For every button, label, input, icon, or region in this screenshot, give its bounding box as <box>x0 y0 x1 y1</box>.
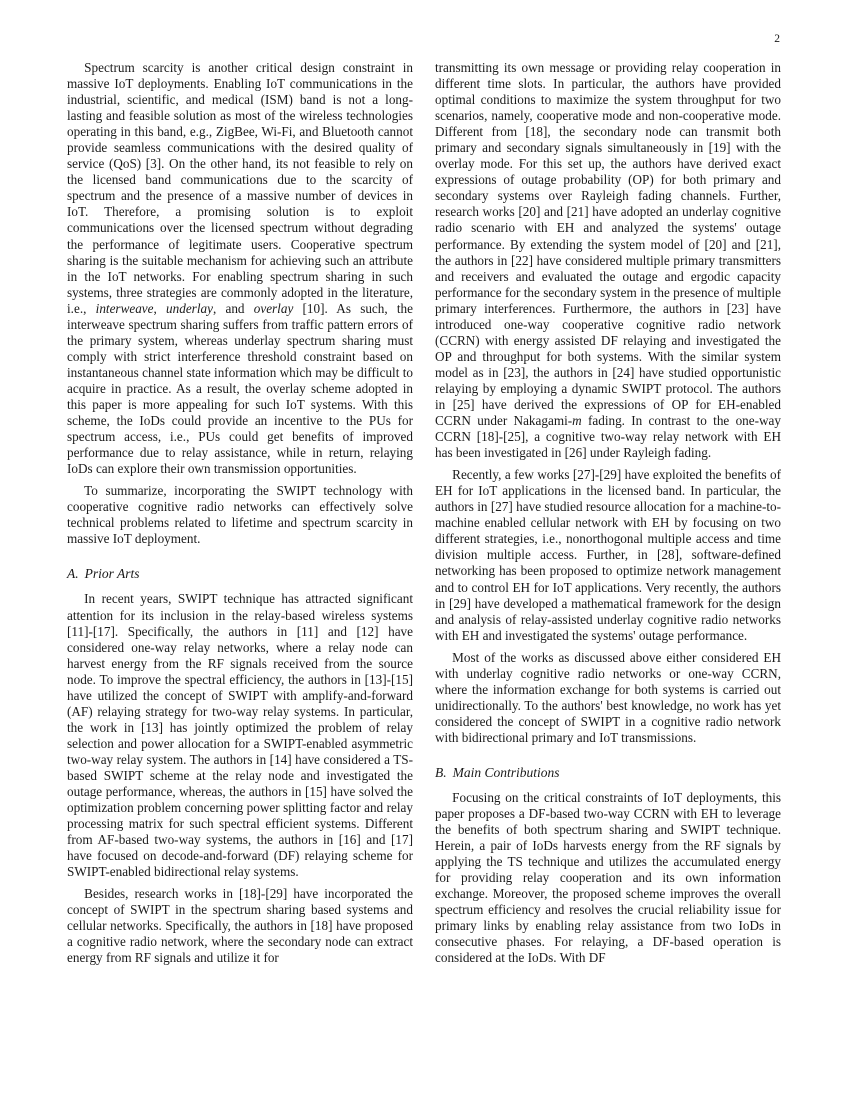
paragraph-gap: Most of the works as discussed above either considered EH with underlay cognitive radio networks or one-way CCRN, where the information exchange for both systems is carried out unidirectionally. To the authors' best knowledge, no work has yet considered the concept of SWIPT in a cognitive radio network with bidirectional primary and IoT transmissions. <box>435 649 781 745</box>
left-column <box>67 60 413 973</box>
paragraph-spectrum-scarcity: Spectrum scarcity is another critical design constraint in massive IoT deployments. Enabling IoT communications in the industrial, scientific, and medical (ISM) band is not a long-lasting and feasible solution as most of the wireless technologies operating in this band, e.g., ZigBee, Wi-Fi, and Bluetooth cannot provide seamless communications with the desired quality of service (QoS) [3]. On the other hand, its not feasible to rely on the licensed band communications due to the scarcity of spectrum and the presence of a massive number of devices in IoT. Therefore, a promising solution is to exploit communications over the licensed spectrum without degrading the performance of legitimate users. Cooperative spectrum sharing is the suitable mechanism for achieving such an attribute in the IoT networks. For enabling spectrum sharing in such systems, three strategies are commonly adopted in the literature, i.e., interweave, underlay, and overlay [10]. As such, the interweave spectrum sharing suffers from traffic pattern errors of the primary system, whereas underlay spectrum sharing must comply with strict interference threshold constraint based on instantaneous channel state information which may be difficult to acquire in practice. As a result, the overlay scheme adopted in this paper is more appealing for such IoT systems. With this scheme, the IoDs could provide an incentive to the PUs for spectrum access, i.e., PUs could get benefits of improved performance due to relay assistance, while in return, relaying IoDs can explore their own transmission opportunities. <box>67 60 414 477</box>
paragraph-spectrum-sharing-works: Besides, research works in [18]-[29] have incorporated the concept of SWIPT in the spectrum sharing based systems and cellular networks. Specifically, the authors in [18] have proposed a cognitive radio network, where the secondary node can extract energy from RF signals and utilize it for <box>67 886 413 966</box>
paragraph-swipt-relay: In recent years, SWIPT technique has attracted significant attention for its inclusion in the relay-based wireless systems [11]-[17]. Specifically, the authors in [11] and [12] have considered one-way relay networks, where a relay node can harvest energy from the RF signals received from the source node. To improve the spectral efficiency, the authors in [13]-[15] have utilized the concept of SWIPT with amplify-and-forward (AF) relaying strategy for two-way relay systems. In particular, the work in [13] has jointly optimized the problem of relay selection and power allocation for a SWIPT-enabled asymmetric two-way relay system. The authors in [14] have considered a TS-based SWIPT scheme at the relay node and investigated the outage performance, whereas, the authors in [15] have solved the optimization problem concerning power splitting factor and relay processing matrix for such spectral efficient systems. Different from AF-based two-way systems, the authors in [16] and [17] have focused on decode-and-forward (DF) relaying scheme for SWIPT-enabled bidirectional relay systems. <box>67 591 413 880</box>
paragraph-eh-iot: Recently, a few works [27]-[29] have exploited the benefits of EH for IoT applications in the licensed band. In particular, the authors in [27] have studied resource allocation for a machine-to-machine enabled cellular network with EH by focusing on two different strategies, i.e., nonorthogonal multiple access and time division multiple access. Further, in [28], software-defined networking has been proposed to optimize network management and to control EH for IoT applications. Very recently, the authors in [29] have developed a mathematical framework for the design and analysis of relay-assisted underlay cognitive radio networks with EH and investigated the systems' outage performance. <box>435 467 781 643</box>
paragraph-continuation: transmitting its own message or providing relay cooperation in different time slots. In particular, the authors have provided optimal conditions to maximize the system throughput for two scenarios, namely, cooperative mode and non-cooperative mode. Different from [18], the secondary node can transmit both primary and secondary signals simultaneously in [19] with the overlay mode. For this set up, the authors have derived exact expressions of outage probability (OP) for both primary and secondary systems over Rayleigh fading channels. Further, research works [20] and [21] have adopted an underlay cognitive radio scenario with EH and analyzed the systems' outage performance. By extending the system model of [20] and [21], the authors in [22] have considered multiple primary transmitters and receivers and evaluated the outage and ergodic capacity performance for the secondary system in the presence of multiple primary interferences. Furthermore, the authors in [23] have introduced one-way cooperative cognitive radio network (CCRN) with energy assisted DF relaying and investigated the OP and throughput for both systems. With the similar system model as in [23], the authors in [24] have studied opportunistic relaying by employing a dynamic SWIPT protocol. The authors in [25] have derived the expressions of OP for EH-enabled CCRN under Nakagami-m fading. In contrast to the one-way CCRN [18]-[25], a cognitive two-way relay network with EH has been investigated in [26] under Rayleigh fading. <box>435 60 781 461</box>
page-number: 2 <box>774 33 780 45</box>
section-heading-prior-arts: A. Prior Arts <box>67 566 140 582</box>
section-heading-main-contributions: B. Main Contributions <box>435 764 560 780</box>
right-column <box>435 60 781 973</box>
paragraph-contributions: Focusing on the critical constraints of IoT deployments, this paper proposes a DF-based two-way CCRN with EH to leverage the benefits of both spectrum sharing and SWIPT technique. Herein, a pair of IoDs harvests energy from the RF signals by applying the TS technique and utilizes the accumulated energy for providing relay cooperation and its own information exchange. Moreover, the proposed scheme improves the overall spectrum efficiency and resolves the crucial reliability issue for primary links by enabling relay assistance from two IoDs in consecutive phases. For relaying, a DF-based operation is considered at the IoDs. With DF <box>435 790 781 966</box>
paragraph-summary: To summarize, incorporating the SWIPT technology with cooperative cognitive radio networks can effectively solve technical problems related to lifetime and spectrum scarcity in massive IoT deployment. <box>67 483 413 547</box>
